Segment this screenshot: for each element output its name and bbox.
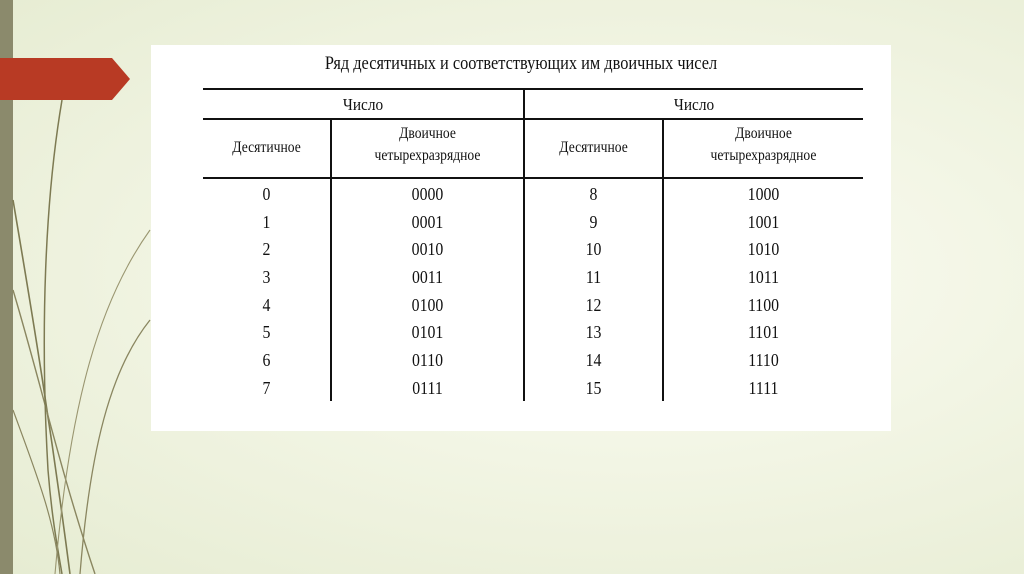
binary-header-line2: четырехразрядное xyxy=(710,147,817,164)
table-row xyxy=(151,181,891,209)
table-row xyxy=(151,236,891,264)
accent-arrow-tab xyxy=(0,58,130,100)
group-header-left: Число xyxy=(342,95,384,114)
table-row xyxy=(151,264,891,292)
table-body xyxy=(151,181,891,403)
column-header-decimal-right: Десятичное xyxy=(559,139,628,156)
group-header-right: Число xyxy=(673,95,715,114)
decimal-cell: 1 xyxy=(262,211,271,232)
binary-cell: 1010 xyxy=(747,239,780,260)
decimal-cell: 0 xyxy=(262,184,271,204)
decimal-cell: 10 xyxy=(585,239,602,260)
binary-cell: 1011 xyxy=(747,267,780,288)
header-bottom-rule xyxy=(203,177,863,179)
decimal-cell: 14 xyxy=(585,350,602,371)
binary-cell: 0100 xyxy=(411,294,444,315)
decimal-cell: 11 xyxy=(585,267,602,288)
table-row xyxy=(151,319,891,347)
binary-cell: 0000 xyxy=(411,184,444,204)
table-image xyxy=(151,45,891,431)
binary-cell: 1001 xyxy=(747,211,780,232)
column-header-binary-left xyxy=(346,123,508,167)
binary-cell: 1111 xyxy=(748,377,779,398)
binary-cell: 0011 xyxy=(411,267,444,288)
binary-header-line1: Двоичное xyxy=(735,125,792,142)
decimal-cell: 3 xyxy=(262,267,271,288)
decimal-cell: 4 xyxy=(262,294,271,315)
binary-header-line1: Двоичное xyxy=(399,125,456,142)
table-row xyxy=(151,375,891,403)
column-header-decimal-left: Десятичное xyxy=(232,139,301,156)
binary-cell: 1101 xyxy=(747,322,780,343)
top-rule xyxy=(203,88,863,90)
binary-cell: 0111 xyxy=(412,377,443,398)
decimal-cell: 5 xyxy=(262,322,271,343)
binary-cell: 0001 xyxy=(411,211,444,232)
group-header-rule xyxy=(203,118,863,120)
binary-cell: 1100 xyxy=(747,294,780,315)
binary-cell: 0110 xyxy=(411,350,444,371)
decimal-cell: 15 xyxy=(585,377,602,398)
decimal-cell: 9 xyxy=(589,211,598,232)
binary-cell: 1000 xyxy=(747,184,780,204)
binary-cell: 0101 xyxy=(411,322,444,343)
decimal-cell: 2 xyxy=(262,239,271,260)
binary-cell: 1110 xyxy=(748,350,779,371)
binary-cell: 0010 xyxy=(411,239,444,260)
decimal-cell: 8 xyxy=(589,184,598,204)
table-row xyxy=(151,209,891,237)
decimal-cell: 12 xyxy=(585,294,602,315)
binary-header-line2: четырехразрядное xyxy=(374,147,481,164)
decimal-cell: 7 xyxy=(262,377,271,398)
table-row xyxy=(151,347,891,375)
decimal-cell: 6 xyxy=(262,350,271,371)
table-row xyxy=(151,292,891,320)
column-header-binary-right xyxy=(679,123,848,167)
decimal-cell: 13 xyxy=(585,322,602,343)
table-title: Ряд десятичных и соответствующих им двоичных чисел xyxy=(324,53,718,74)
